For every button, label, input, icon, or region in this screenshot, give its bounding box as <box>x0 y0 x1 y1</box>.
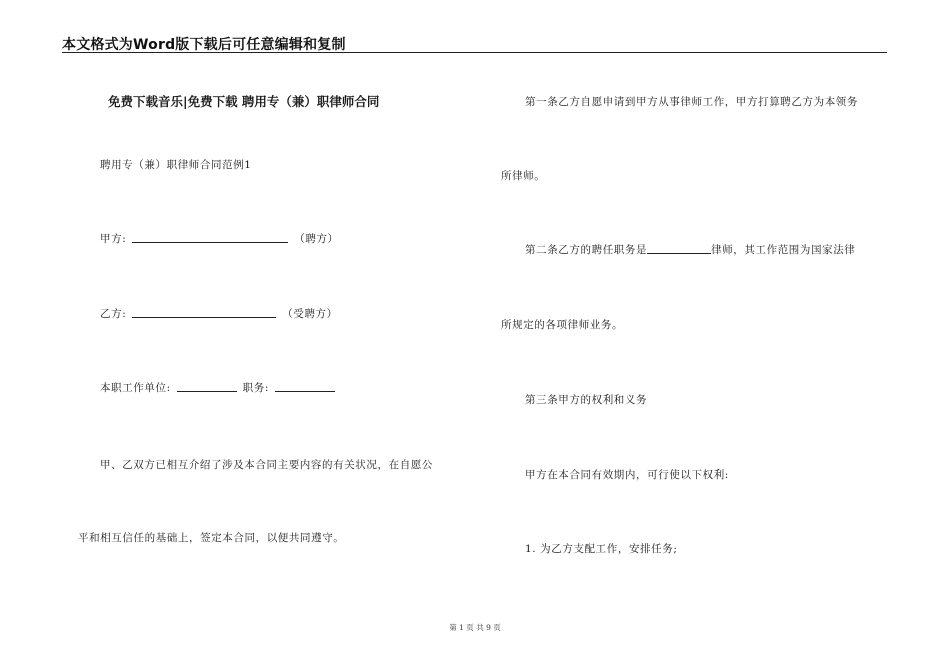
rights-intro: 甲方在本合同有效期内，可行使以下权利: <box>525 469 729 481</box>
intro-paragraph-line-2: 平和相互信任的基础上，签定本合同，以便共同遵守。 <box>78 532 345 544</box>
work-unit-label: 本职工作单位: <box>100 382 171 394</box>
document-header: 本文格式为Word版下载后可任意编辑和复制 <box>62 37 346 53</box>
contract-title: 免费下载音乐|免费下载 聘用专（兼）职律师合同 <box>108 94 380 109</box>
party-b-line <box>100 306 338 321</box>
contract-subtitle: 聘用专（兼）职律师合同范例1 <box>100 159 252 171</box>
article-2-suffix: 律师，其工作范围为国家法律 <box>711 244 856 256</box>
article-3-title: 第三条甲方的权利和义务 <box>525 394 648 406</box>
article-2-line-2: 所规定的各项律师业务。 <box>501 319 624 331</box>
article-2-line-1 <box>525 242 855 257</box>
party-a-line <box>100 231 339 246</box>
lawyer-position-blank[interactable] <box>647 243 711 254</box>
intro-paragraph-line-1: 甲、乙双方已相互介绍了涉及本合同主要内容的有关状况，在自愿公 <box>100 459 433 471</box>
work-unit-line <box>100 380 337 395</box>
article-1-line-1: 第一条乙方自愿申请到甲方从事律师工作，甲方打算聘乙方为本领务 <box>525 96 858 108</box>
right-item-1: 1. 为乙方支配工作，安排任务; <box>525 543 678 555</box>
article-1-line-2: 所律师。 <box>501 170 546 182</box>
party-b-label: 乙方: <box>100 308 127 320</box>
party-b-blank[interactable] <box>132 307 276 318</box>
article-2-prefix: 第二条乙方的聘任职务是 <box>525 244 648 256</box>
party-a-blank[interactable] <box>132 232 288 243</box>
position-blank[interactable] <box>275 381 335 392</box>
party-b-suffix: （受聘方） <box>282 308 338 320</box>
work-unit-blank[interactable] <box>177 381 237 392</box>
position-label: 职务: <box>242 382 269 394</box>
party-a-label: 甲方: <box>100 233 127 245</box>
page-indicator: 第 1 页 共 9 页 <box>449 623 501 632</box>
party-a-suffix: （聘方） <box>294 233 339 245</box>
header-divider <box>62 52 887 53</box>
